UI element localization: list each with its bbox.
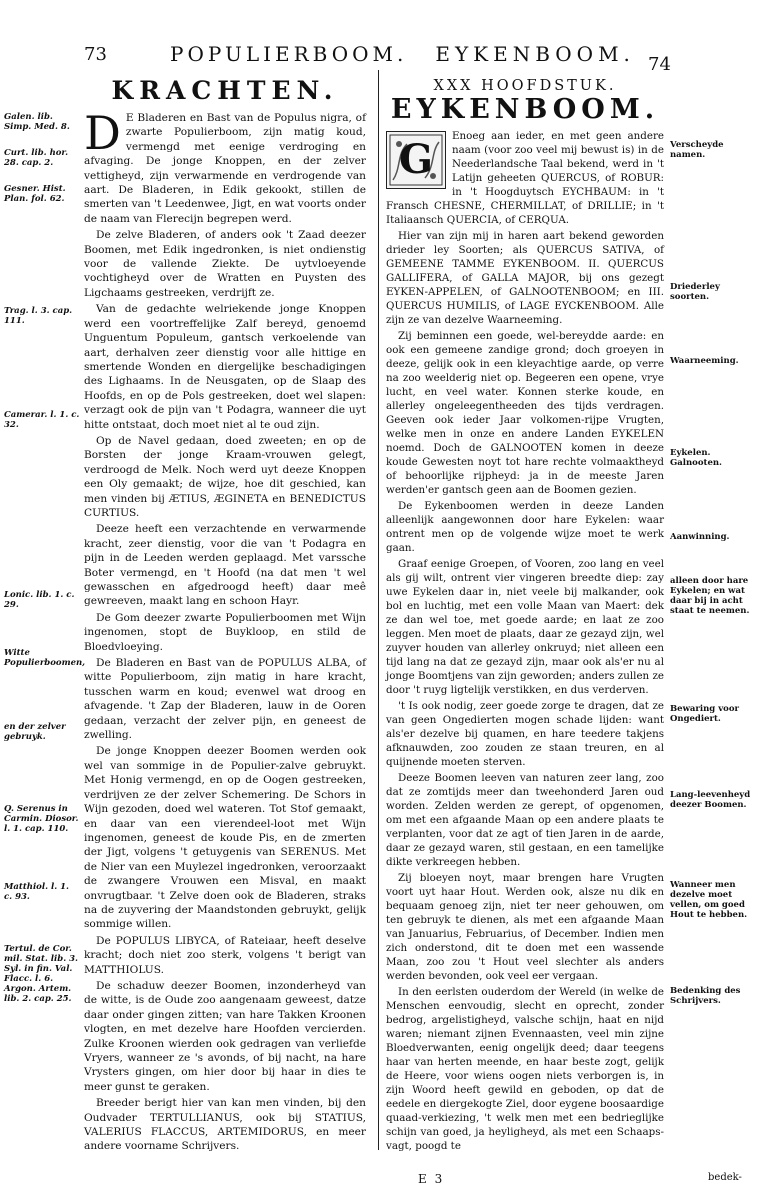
margin-note: alleen door hare Eykelen; en wat daar bij in acht staat te neemen. [670,576,750,616]
left-paragraph: Van de gedachte welriekende jonge Knoppen werd een voortreffelijke Zalf bereyd, genoemd Unguentum Populeum, gantsch verkoelende van aart, derhalven zeer dienstig voor alle hittige en smertende Wonden en diergelijke beschadigingen des Lighaams. In de Neusgaten, op de Slaap des Hoofds, en op de Pols gestreeken, doet wel slapen: verzagt ook de pijn van 't Podagra, wanneer die uyt hitte ontstaat, doch moet niet al te oud zijn. [84,303,366,431]
right-paragraph: G Enoeg aan ieder, en met geen andere naam (voor zoo veel mij bewust is) in de Neederlandsche Taal bekend, werd in 't Latijn geheeten QUERCUS, of ROBUR: in 't Hoogduytsch EYCHBAUM: in 't Fransch CHESNE, CHERMILLAT, of DRILLIE; in 't Italiaansch QUERCIA, of CERQUA. [386,130,664,226]
margin-note: Trag. l. 3. cap. 111. [4,306,73,326]
margin-note: en der zelver gebruyk. [4,722,66,742]
left-paragraph: De Bladeren en Bast van de POPULUS ALBA, of witte Populierboom, zijn matig in hare kracht, tusschen warm en koud; evenwel wat droog en afvagende. 't Zap der Bladeren, lauw in de Ooren gedaan, verzacht der zelver pijn, en geneest de zwelling. [84,657,366,742]
left-paragraph: Op de Navel gedaan, doed zweeten; en op de Borsten der jonge Kraam-vrouwen gelegt, verdroogd de Melk. Noch werd uyt deeze Knoppen een Oly gemaakt; de wijze, hoe dit geschied, kan men vinden bij ÆTIUS, ÆGINETA en BENEDICTUS CURTIUS. [84,434,366,519]
running-title-right: EYKENBOOM. [435,42,635,66]
running-title-left: POPULIERBOOM. [170,42,408,66]
right-paragraph: Deeze Boomen leeven van naturen zeer lang, zoo dat ze zomtijds meer dan tweehonderd Jaren oud worden. Zelden werden ze gerept, of opgenomen, om met een afgaande Maan op een andere plaats te verplanten, voor dat ze agt of tien Jaren in de aarde, daar ze gezayd waren, stil gestaan, en een tamelijke dikte verkreegen hebben. [386,772,664,868]
right-body [386,129,664,1153]
initial-letter: G [398,136,434,183]
margin-note: Galen. lib. Simp. Med. 8. [4,112,70,132]
left-paragraph: De zelve Bladeren, of anders ook 't Zaad deezer Boomen, met Edik ingedronken, is niet ondienstig voor de vallende Ziekte. De uytvloeyende vochtigheyd over de Wratten en Puysten des Ligchaams gestreeken, verdrijft ze. [84,229,366,299]
drop-capital: D [84,106,121,160]
right-paragraph: In den eerlsten ouderdom der Wereld (in welke de Menschen eenvoudig, slecht en oprecht, zonder bedrog, argelistigheyd, valsche schijn, haat en nijd waren; niemant zijnen Evennaasten, veel min zijne Bloedverwanten, eenig ongelijk deed; daar teegens haar van herten meende, en haar beste zogt, gelijk de Heere, voor wiens oogen niets verborgen is, in zijn Woord heeft gewild en geboden, op dat de eedele en diergekogte Ziel, door eygene boosaardige quaad-verkiezing, 't welk men met een bedrieglijke schijn van goed, ja heyligheyd, als met een Schaaps-vagt, poogd te [386,986,664,1152]
section-title: KRACHTEN. [111,76,339,105]
margin-note: Bewaring voor Ongediert. [670,704,739,724]
right-paragraph: De Eykenboomen werden in deeze Landen alleenlijk aangewonnen door hare Eykelen: waar ontrent men op de volgende wijze moet te werk gaan. [386,500,664,554]
margin-note: Driederley soorten. [670,282,720,302]
margin-note: Lang-leevenheyd deezer Boomen. [670,790,751,810]
decorated-initial [386,131,446,189]
margin-note: Camerar. l. 1. c. 32. [4,410,80,430]
right-paragraph: Zij bloeyen noyt, maar brengen hare Vrugten voort uyt haar Hout. Werden ook, alsze nu dik en bequaam genoeg zijn, niet ter neer gehouwen, om ten gebruyk te dienen, als met een afgaande Maan van Januarius, Februarius, of December. Indien men zich onderstond, dit te doen met een wassende Maan, zoo zou 't Hout veel slechter als anders werden bevonden, ook veel eer vergaan. [386,872,664,982]
right-paragraph: Graaf eenige Groepen, of Vooren, zoo lang en veel als gij wilt, ontrent vier vingeren breedte diep: zay uwe Eykelen daar in, niet veele bij malkander, ook bol en luchtig, met een volle Maan van Maert: dek ze dan wel toe, met goede aarde; en laat ze zoo leggen. Men moet de plaats, daar ze gezayd zijn, wel zuyver houden van allerley onkruyd; niet alleen een tijd lang na dat ze gezayd zijn, maar ook als'er nu al jonge Boomtjens van zijn geworden; anders zullen ze door 't ruyg ligtelijk verstikken, en dus verderven. [386,558,664,696]
margin-note: Gesner. Hist. Plan. fol. 62. [4,184,66,204]
left-column [84,76,366,1156]
left-paragraph: D E Bladeren en Bast van de Populus nigra, of zwarte Populierboom, zijn matig koud, vermengd met eenige verdroging en afvaging. De jonge Knoppen, en der zelver vettigheyd, zijn verwarmende en verdrogende van aart. De Bladeren, in Edik gekookt, stillen de smerten van 't Leedenwee, Jigt, en wat voorts onder de naam van Flerecijn begrepen werd. [84,106,366,225]
left-paragraph: Deeze heeft een verzachtende en verwarmende kracht, zeer dienstig, voor die van 't Podagra en pijn in de Leeden werden geplaagd. Met varssche Boter vermengd, en 't Hoofd (na dat men 't wel gewasschen en afgedroogd heeft) daar meê gewreeven, maakt lang en schoon Hayr. [84,523,366,608]
signature-mark: E 3 [418,1172,445,1186]
running-title [170,42,640,66]
margin-note: Aanwinning. [670,532,730,542]
margin-note: Tertul. de Cor. mil. Stat. lib. 3. Syl. in fin. Val. Flacc. l. 6. Argon. Artem. lib. 2. cap. 25. [4,944,78,1004]
left-paragraph: Breeder berigt hier van kan men vinden, bij den Oudvader TERTULLIANUS, ook bij STATIUS, VALERIUS FLACCUS, ARTEMIDORUS, en meer andere voorname Schrijvers. [84,1097,366,1153]
margin-note: Waarneeming. [670,356,739,366]
margin-note: Matthiol. l. 1. c. 93. [4,882,70,902]
catchword: bedek- [708,1172,742,1183]
margin-note: Bedenking des Schrijvers. [670,986,741,1006]
margin-note: Witte Populierboomen, [4,648,86,668]
page-number-right: 74 [648,54,671,75]
right-paragraph: 't Is ook nodig, zeer goede zorge te dragen, dat ze van geen Ongedierten mogen schade lijden: want als'er dezelve bij quamen, en hare teedere takjens afknauwden, zoo zouden ze staan treuren, en al quijnende moeten sterven. [386,700,664,768]
right-column [386,78,664,1155]
left-paragraph: De schaduw deezer Boomen, inzonderheyd van de witte, is de Oude zoo aangenaam geweest, datze daar onder gingen zitten; van hare Takken Kroonen vlogten, en met dezelve hare Hoofden vercierden. Zulke Kroonen wierden ook gedragen van verliefde Vryers, wanneer ze 's avonds, of bij nacht, na hare Vrysters gingen, om hier door bij haar in dies te meer gunst te geraken. [84,979,366,1093]
margin-note: Eykelen. Galnooten. [670,448,722,468]
right-paragraph: Zij beminnen een goede, wel-bereydde aarde: en ook een gemeene zandige grond; doch groeyen in deeze, gelijk ook in een kleyachtige aarde, op verre na zoo weelderig niet op. Begeeren een opene, vrye lucht, en veel water. Konnen sterke koude, en allerley ongeleegentheeden des tijds verdragen. Geeven ook ieder Jaar volkomen-rijpe Vrugten, welke men in onze en andere Landen EYKELEN noemd. Doch de GALNOOTEN komen in deeze koude Gewesten noyt tot hare rechte volmaaktheyd of behoorlijke rijpheyd: ja in de meeste Jaren werden'er gantsch geen aan de Boomen gezien. [386,330,664,496]
right-paragraph: Hier van zijn mij in haren aart bekend geworden drieder ley Soorten; als QUERCUS SATIVA, of GEMEENE TAMME EYKENBOOM. II. QUERCUS GALLIFERA, of GALLA MAJOR, bij ons gezegt EYKEN-APPELEN, of GALNOOTENBOOM; en III. QUERCUS HUMILIS, of LAGE EYCKENBOOM. Alle zijn ze van dezelve Waarneeming. [386,230,664,326]
margin-note: Verscheyde namen. [670,140,724,160]
left-paragraph: De jonge Knoppen deezer Boomen werden ook wel van sommige in de Populier-zalve gebruykt. Met Honig vermengd, en op de Oogen gestreeken, verdrijven ze der zelver Schemering. De Schors in Wijn gezoden, doed wel wateren. Tot Stof gemaakt, en daar van een vierendeel-loot met Wijn ingenomen, geneest de koude Pis, en de zmerten der Jigt, volgens 't getuygenis van SERENUS. Met de Nier van een Muylezel ingedronken, veroorzaakt de zwangere Vrouwen een Misval, en maakt onvrugtbaar. 't Zelve doen ook de Bladeren, straks na de zuyvering der Maandstonden gebruykt, gelijk sommige willen. [84,745,366,931]
margin-note: Curt. lib. hor. 28. cap. 2. [4,148,69,168]
chapter-label: XXX HOOFDSTUK. [433,78,617,94]
page-number-left: 73 [84,44,107,65]
margin-note: Q. Serenus in Carmin. Diosor. l. 1. cap. 110. [4,804,79,834]
margin-note: Wanneer men dezelve moet vellen, om goed Hout te hebben. [670,880,748,920]
chapter-title: EYKENBOOM. [390,94,660,125]
left-paragraph: De POPULUS LIBYCA, of Rateiaar, heeft deselve kracht; doch niet zoo sterk, volgens 't berigt van MATTHIOLUS. [84,934,366,976]
column-divider [378,70,379,1150]
left-paragraph: De Gom deezer zwarte Populierboomen met Wijn ingenomen, stopt de Buykloop, en stild de Bloedvloeying. [84,611,366,653]
margin-note: Lonic. lib. 1. c. 29. [4,590,75,610]
left-body [84,106,366,1154]
